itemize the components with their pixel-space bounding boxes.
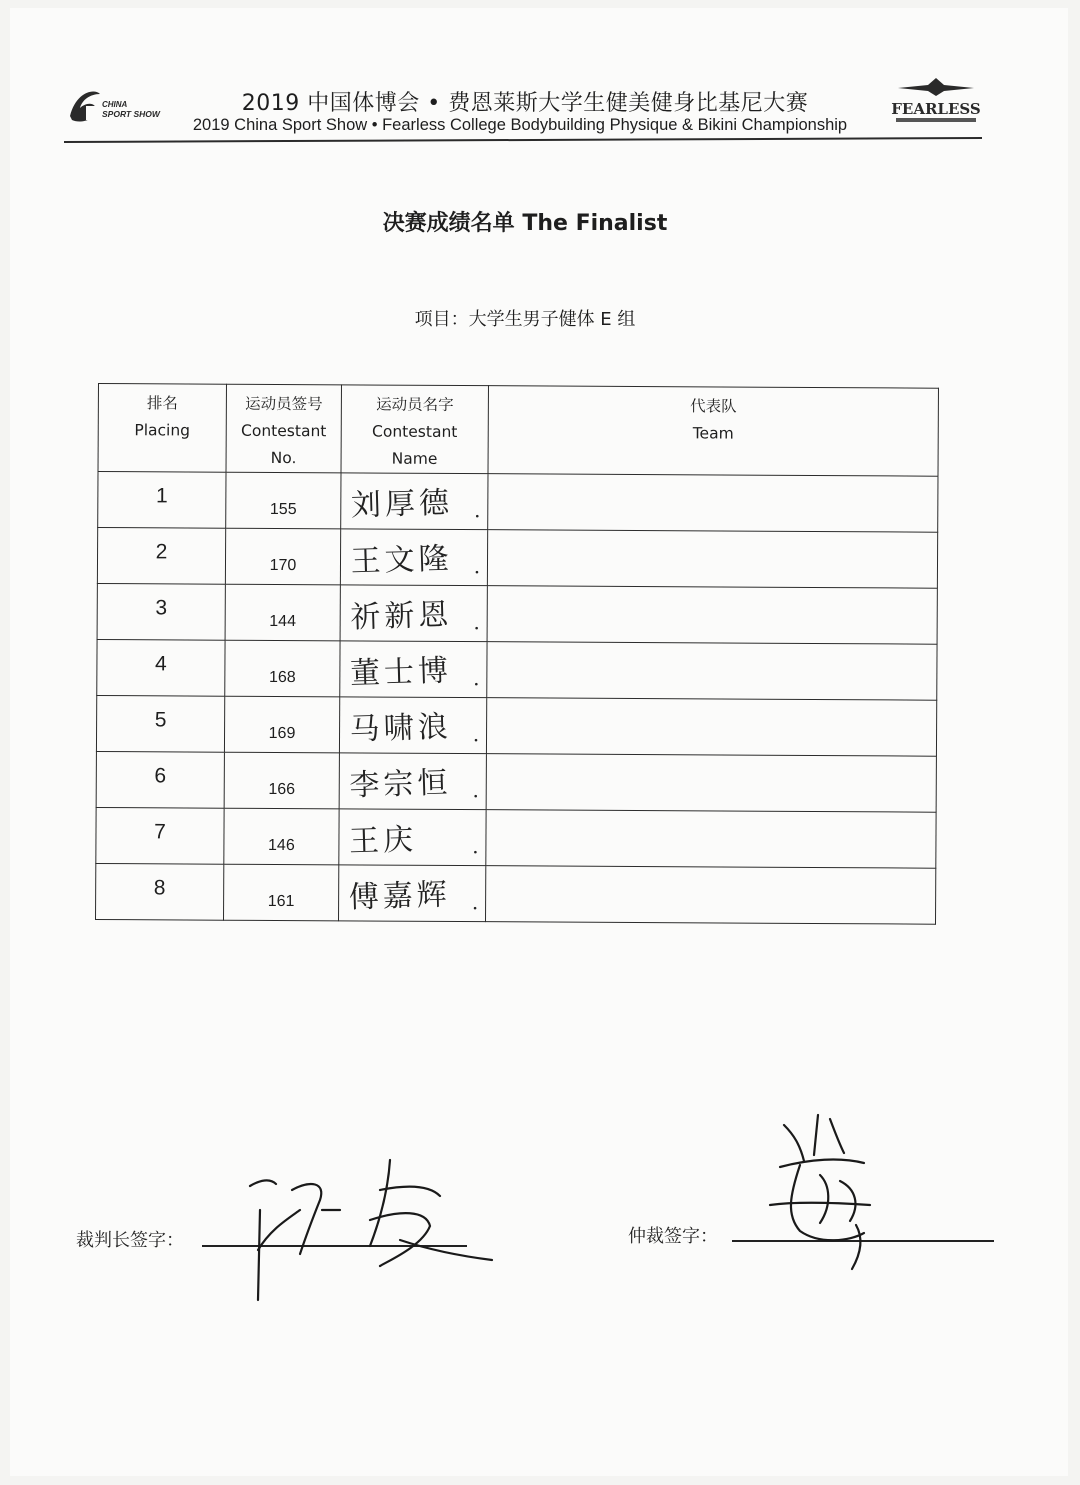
- svg-text:傅嘉辉: 傅嘉辉: [348, 877, 452, 916]
- china-sport-show-logo: [66, 86, 176, 126]
- table-row: [96, 807, 936, 868]
- handwritten-name: [342, 701, 492, 752]
- handwritten-name: [342, 757, 492, 808]
- header-title-en: 2019 China Sport Show • Fearless College Bodybuilding Physique & Bikini Championship: [192, 116, 848, 134]
- placing-value: 4: [155, 652, 167, 676]
- placing-cell: [96, 807, 224, 864]
- contestant-number-cell: [224, 808, 339, 865]
- contestant-number: 166: [268, 780, 296, 799]
- contestant-number-cell: [224, 864, 339, 921]
- svg-text:董士博: 董士博: [349, 653, 453, 692]
- svg-text:李宗恒: 李宗恒: [348, 765, 452, 804]
- contestant-name-cell: [340, 585, 487, 642]
- contestant-name-cell: [340, 529, 487, 586]
- svg-text:王庆: 王庆: [348, 822, 418, 860]
- document-title: 决赛成绩名单 The Finalist: [382, 211, 668, 236]
- contestant-number-cell: [224, 696, 339, 753]
- team-cell: [486, 698, 936, 757]
- table-row: [97, 639, 937, 700]
- results-table: [95, 383, 942, 925]
- contestant-number: 155: [269, 500, 297, 519]
- contestant-number: 168: [268, 668, 296, 687]
- team-cell: [488, 474, 938, 533]
- handwritten-name: [341, 869, 491, 920]
- contestant-number-cell: [226, 472, 341, 529]
- placing-cell: [98, 472, 226, 529]
- team-cell: [486, 754, 936, 813]
- svg-text:FEARLESS: FEARLESS: [891, 100, 981, 118]
- table-row: [96, 695, 936, 756]
- chief-judge-signature: [230, 1150, 510, 1310]
- svg-text:刘厚德: 刘厚德: [350, 485, 454, 524]
- event-category: 项目：大学生男子健体 E 组: [414, 309, 636, 330]
- contestant-number: 170: [269, 556, 297, 575]
- header-contestant-name: 运动员名字 Contestant Name: [341, 385, 488, 474]
- table-row: [96, 863, 936, 924]
- contestant-number-cell: [225, 640, 340, 697]
- arbitration-signature: [760, 1105, 890, 1275]
- placing-cell: [97, 528, 225, 585]
- contestant-number-cell: [225, 528, 340, 585]
- placing-cell: [96, 695, 224, 752]
- placing-cell: [97, 583, 225, 640]
- team-cell: [487, 642, 937, 701]
- contestant-number-cell: [225, 584, 340, 641]
- table-row: [97, 528, 937, 589]
- placing-value: 7: [154, 820, 166, 844]
- contestant-number: 169: [268, 724, 296, 743]
- svg-text:马啸浪: 马啸浪: [349, 709, 453, 748]
- contestant-number-cell: [224, 752, 339, 809]
- placing-value: 1: [155, 484, 168, 508]
- team-cell: [487, 530, 937, 589]
- placing-value: 2: [155, 540, 168, 564]
- placing-value: 6: [154, 764, 167, 788]
- header-contestant-no: 运动员签号 Contestant No.: [226, 384, 341, 473]
- placing-value: 3: [155, 596, 168, 620]
- contestant-name-cell: [339, 753, 486, 810]
- arbitration-label: 仲裁签字：: [628, 1226, 718, 1247]
- svg-text:SPORT SHOW: SPORT SHOW: [102, 109, 160, 119]
- contestant-name-cell: [340, 641, 487, 698]
- placing-value: 5: [154, 708, 167, 732]
- contestant-number: 146: [268, 836, 295, 855]
- table-row: [97, 583, 937, 644]
- handwritten-name: [343, 589, 493, 640]
- header-placing: 排名 Placing: [98, 384, 226, 473]
- svg-text:CHINA: CHINA: [102, 100, 128, 109]
- contestant-number: 144: [269, 612, 297, 631]
- placing-cell: [97, 639, 225, 696]
- header-title-cn: 2019 中国体博会 • 费恩莱斯大学生健美健身比基尼大赛: [241, 91, 809, 116]
- contestant-name-cell: [341, 473, 488, 530]
- contestant-number: 161: [267, 892, 295, 911]
- placing-cell: [96, 751, 224, 808]
- handwritten-name: [341, 813, 491, 864]
- team-cell: [486, 810, 936, 869]
- svg-text:王文隆: 王文隆: [350, 541, 454, 580]
- contestant-name-cell: [339, 697, 486, 754]
- team-cell: [485, 866, 935, 925]
- handwritten-name: [343, 533, 493, 584]
- placing-cell: [96, 863, 224, 920]
- table-header-row: [98, 384, 938, 477]
- handwritten-name: [342, 645, 492, 696]
- contestant-name-cell: [339, 809, 486, 866]
- table-row: [98, 472, 938, 533]
- fearless-logo: [888, 76, 984, 126]
- chief-judge-label: 裁判长签字：: [76, 1230, 184, 1251]
- team-cell: [487, 586, 937, 645]
- table-row: [96, 751, 936, 812]
- placing-value: 8: [153, 876, 166, 900]
- header-team: 代表队 Team: [488, 386, 938, 477]
- handwritten-name: [343, 477, 493, 528]
- svg-text:祈新恩: 祈新恩: [349, 597, 453, 636]
- contestant-name-cell: [338, 865, 485, 922]
